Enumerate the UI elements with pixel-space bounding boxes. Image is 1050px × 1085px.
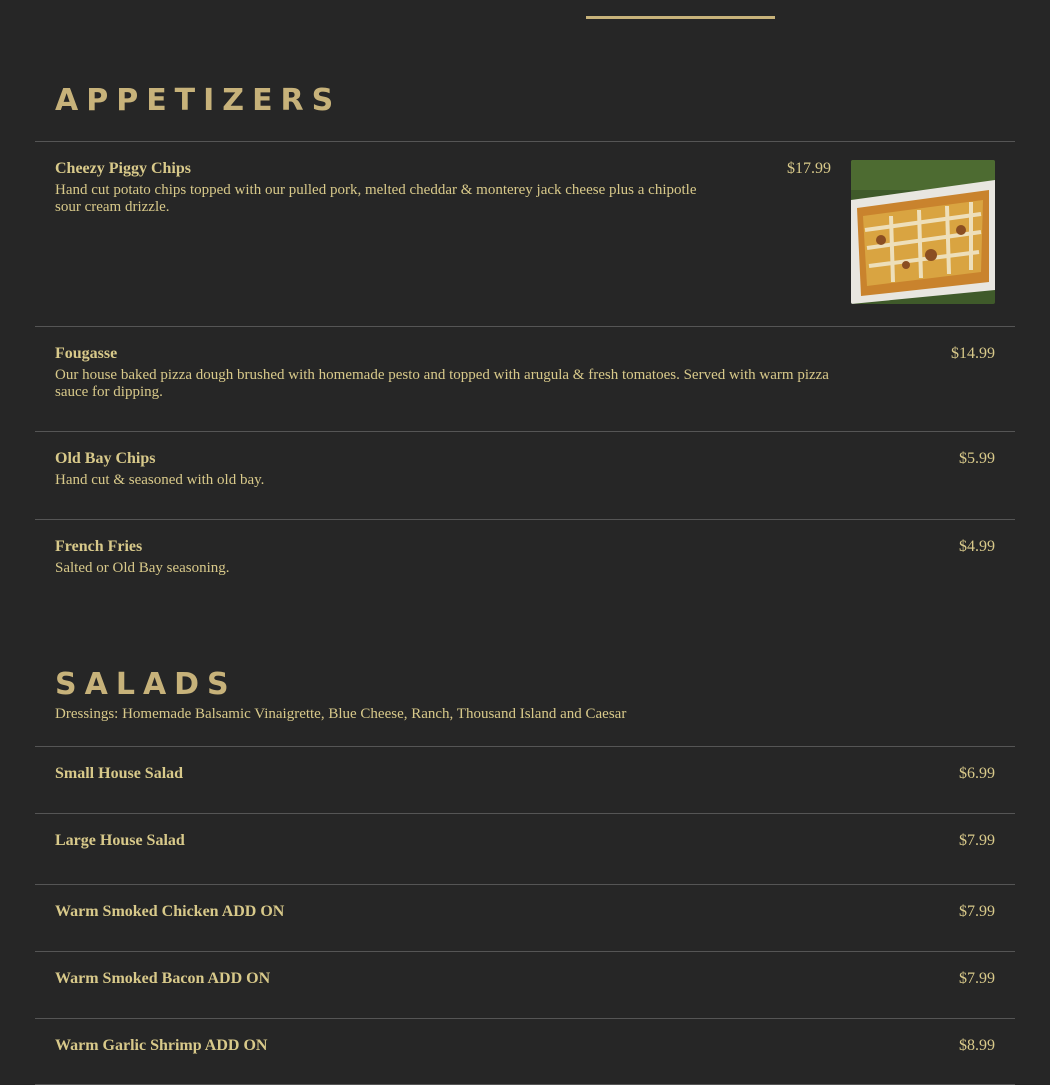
item-description: Our house baked pizza dough brushed with homemade pesto and topped with arugula & fresh tomatoes. Served with warm pizza sauce for dipping. bbox=[55, 367, 829, 400]
menu-item bbox=[35, 1018, 1015, 1085]
tab-bbq-menu[interactable] bbox=[586, 0, 775, 19]
item-description: Salted or Old Bay seasoning. bbox=[55, 560, 230, 576]
item-name: Large House Salad bbox=[55, 832, 185, 849]
item-name: Warm Smoked Chicken ADD ON bbox=[55, 903, 285, 920]
item-name: Warm Smoked Bacon ADD ON bbox=[55, 970, 271, 987]
item-price: $6.99 bbox=[959, 765, 995, 782]
tab-bbq-menu-label bbox=[596, 0, 765, 2]
item-price: $14.99 bbox=[951, 345, 995, 362]
item-name: Small House Salad bbox=[55, 765, 184, 782]
menu-tabs bbox=[586, 0, 1015, 19]
menu-item bbox=[35, 141, 1015, 326]
item-price: $7.99 bbox=[959, 970, 995, 987]
item-description: Hand cut & seasoned with old bay. bbox=[55, 472, 265, 488]
tab-pizza-menu-label bbox=[805, 0, 1005, 2]
item-name: French Fries bbox=[55, 538, 143, 555]
menu-item bbox=[35, 431, 1015, 519]
salads-heading: SALADS bbox=[55, 667, 237, 702]
menu-item bbox=[35, 951, 1015, 1018]
item-name: Cheezy Piggy Chips bbox=[55, 160, 191, 177]
appetizers-heading: APPETIZERS bbox=[55, 83, 342, 118]
item-name: Warm Garlic Shrimp ADD ON bbox=[55, 1037, 268, 1054]
cheezy-piggy-chips-photo[interactable] bbox=[851, 160, 995, 304]
item-description: Hand cut potato chips topped with our pulled pork, melted cheddar & monterey jack cheese plus a chipotle sour cream drizzle. bbox=[55, 182, 697, 215]
item-price: $5.99 bbox=[959, 450, 995, 467]
menu-item bbox=[35, 813, 1015, 884]
menu-item bbox=[35, 746, 1015, 813]
item-price: $7.99 bbox=[959, 832, 995, 849]
item-name: Fougasse bbox=[55, 345, 118, 362]
tab-pizza-menu[interactable] bbox=[795, 0, 1015, 19]
menu-item bbox=[35, 326, 1015, 431]
item-price: $4.99 bbox=[959, 538, 995, 555]
item-name: Old Bay Chips bbox=[55, 450, 156, 467]
menu-item bbox=[35, 519, 1015, 599]
salads-dressings-note: Dressings: Homemade Balsamic Vinaigrette, Blue Cheese, Ranch, Thousand Island and Caesar bbox=[55, 706, 627, 722]
food-photo-icon bbox=[851, 160, 995, 304]
item-price: $8.99 bbox=[959, 1037, 995, 1054]
menu-item bbox=[35, 884, 1015, 951]
item-price: $17.99 bbox=[787, 160, 831, 177]
item-price: $7.99 bbox=[959, 903, 995, 920]
